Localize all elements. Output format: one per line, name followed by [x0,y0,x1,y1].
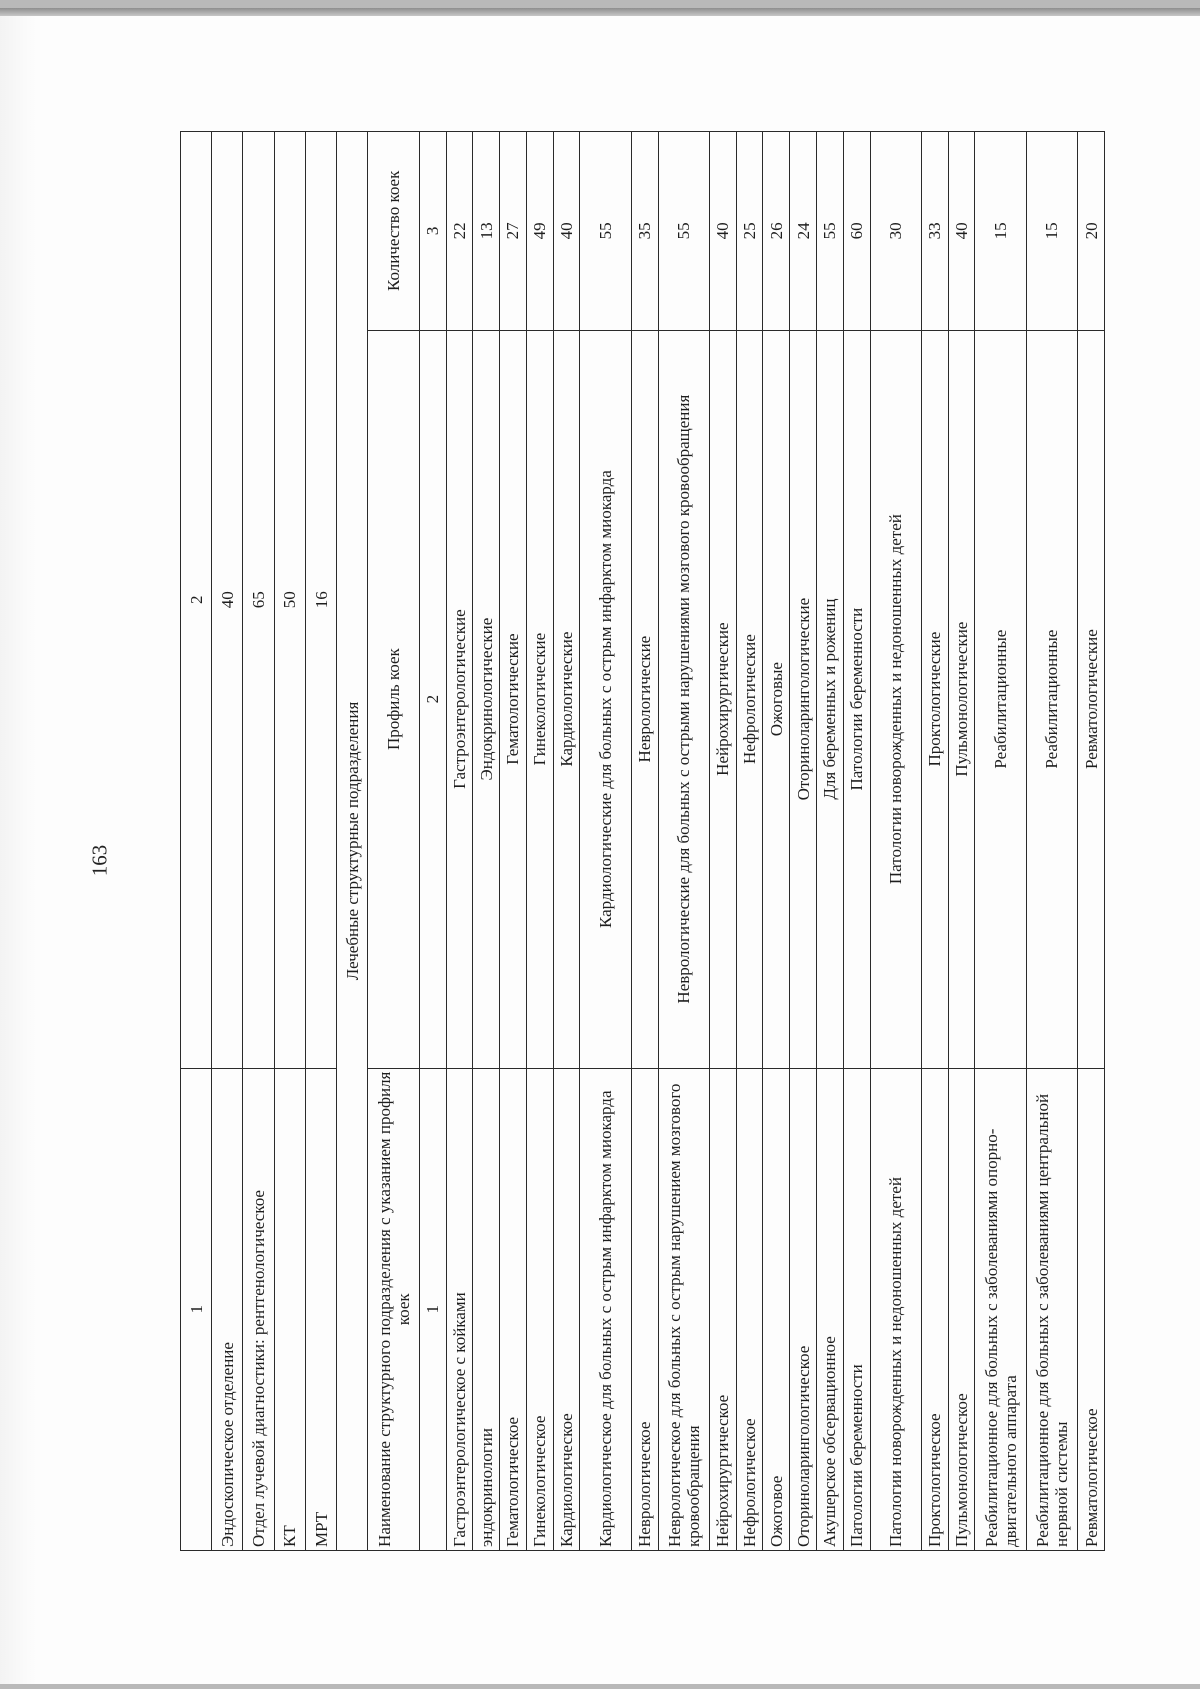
diagnostics-header-col1: 1 [181,1068,212,1550]
unit-cell: Гематологическое [500,1068,527,1550]
table-row [763,132,790,1551]
profile-cell: Нейрохирургические [709,330,736,1068]
beds-cell: 35 [631,132,658,331]
beds-cell: 60 [843,132,870,331]
table-row [736,132,763,1551]
beds-cell: 55 [658,132,709,331]
beds-cell: 40 [948,132,975,331]
beds-cell: 13 [473,132,500,331]
unit-cell: Проктологическое [921,1068,948,1550]
unit-cell: Нефрологическое [736,1068,763,1550]
table-row [553,132,580,1551]
profile-cell: Патологии беременности [843,330,870,1068]
column-number-3: 3 [419,132,446,331]
beds-cell: 15 [1026,132,1077,331]
unit-cell: Кардиологическое [553,1068,580,1550]
page-number: 163 [87,844,112,877]
beds-cell: 15 [975,132,1026,331]
diagnostics-value: 40 [212,132,243,1069]
table-row [500,132,527,1551]
beds-cell: 25 [736,132,763,331]
unit-cell: Гастроэнтерологическое с койками [446,1068,473,1550]
section-title: Лечебные структурные подразделения [337,132,368,1551]
column-numbers-row [419,132,446,1551]
table-row [1026,132,1077,1551]
unit-cell: Оториноларингологическое [790,1068,817,1550]
unit-cell: Кардиологическое для больных с острым инфарктом миокарда [580,1068,631,1550]
beds-cell: 30 [870,132,921,331]
diagnostics-row [305,132,336,1551]
column-header-beds: Количество коек [368,132,419,331]
diagnostics-value: 16 [305,132,336,1069]
diagnostics-row [212,132,243,1551]
diagnostics-name: КТ [274,1068,305,1550]
beds-table-body [181,132,1105,1551]
profile-cell: Гинекологические [526,330,553,1068]
diagnostics-value: 65 [243,132,274,1069]
column-number-1: 1 [419,1068,446,1550]
profile-cell: Для беременных и рожениц [816,330,843,1068]
table-row [1078,132,1105,1551]
profile-cell: Гематологические [500,330,527,1068]
unit-cell: Патологии беременности [843,1068,870,1550]
profile-cell: Проктологические [921,330,948,1068]
table-row [921,132,948,1551]
profile-cell: Реабилитационные [1026,330,1077,1068]
unit-cell: эндокринологии [473,1068,500,1550]
table-row [975,132,1026,1551]
profile-cell: Нефрологические [736,330,763,1068]
profile-cell: Ожоговые [763,330,790,1068]
scan-top-edge [0,8,1200,16]
section-title-row [337,132,368,1551]
table-row [580,132,631,1551]
profile-cell: Кардиологические [553,330,580,1068]
beds-table [180,131,1105,1551]
beds-cell: 22 [446,132,473,331]
scanned-page [0,8,1200,1684]
table-row [790,132,817,1551]
unit-cell: Патологии новорожденных и недоношенных детей [870,1068,921,1550]
profile-cell: Реабилитационные [975,330,1026,1068]
beds-cell: 40 [553,132,580,331]
table-row [631,132,658,1551]
beds-cell: 26 [763,132,790,331]
profile-cell: Оториноларингологические [790,330,817,1068]
beds-cell: 20 [1078,132,1105,331]
unit-cell: Реабилитационное для больных с заболеваниями центральной нервной системы [1026,1068,1077,1550]
profile-cell: Патологии новорожденных и недоношенных детей [870,330,921,1068]
profile-cell: Кардиологические для больных с острым инфарктом миокарда [580,330,631,1068]
diagnostics-row [243,132,274,1551]
profile-cell: Неврологические для больных с острыми нарушениями мозгового кровообращения [658,330,709,1068]
diagnostics-header-col2: 2 [181,132,212,1069]
treatment-header-row [368,132,419,1551]
table-row [446,132,473,1551]
beds-cell: 40 [709,132,736,331]
diagnostics-header-row [181,132,212,1551]
table-row [843,132,870,1551]
diagnostics-name: МРТ [305,1068,336,1550]
beds-cell: 49 [526,132,553,331]
beds-cell: 24 [790,132,817,331]
unit-cell: Ожоговое [763,1068,790,1550]
unit-cell: Неврологическое для больных с острым нарушением мозгового кровообращения [658,1068,709,1550]
column-number-2: 2 [419,330,446,1068]
unit-cell: Нейрохирургическое [709,1068,736,1550]
profile-cell: Пульмонологические [948,330,975,1068]
table-row [709,132,736,1551]
unit-cell: Гинекологическое [526,1068,553,1550]
table-row [473,132,500,1551]
profile-cell: Гастроэнтерологические [446,330,473,1068]
diagnostics-value: 50 [274,132,305,1069]
profile-cell: Ревматологические [1078,330,1105,1068]
unit-cell: Ревматологическое [1078,1068,1105,1550]
unit-cell: Неврологическое [631,1068,658,1550]
beds-cell: 55 [816,132,843,331]
profile-cell: Эндокринологические [473,330,500,1068]
beds-cell: 27 [500,132,527,331]
diagnostics-name: Отдел лучевой диагностики: рентгенологическое [243,1068,274,1550]
unit-cell: Акушерское обсервационное [816,1068,843,1550]
table-row [816,132,843,1551]
table-row [870,132,921,1551]
diagnostics-name: Эндоскопическое отделение [212,1068,243,1550]
rotated-table-container [180,131,1105,1551]
column-header-profile: Профиль коек [368,330,419,1068]
beds-cell: 33 [921,132,948,331]
profile-cell: Неврологические [631,330,658,1068]
table-row [948,132,975,1551]
table-row [526,132,553,1551]
column-header-unit: Наименование структурного подразделения с указанием профиля коек [368,1068,419,1550]
diagnostics-row [274,132,305,1551]
unit-cell: Реабилитационное для больных с заболеваниями опорно-двигательного аппарата [975,1068,1026,1550]
beds-cell: 55 [580,132,631,331]
table-row [658,132,709,1551]
unit-cell: Пульмонологическое [948,1068,975,1550]
